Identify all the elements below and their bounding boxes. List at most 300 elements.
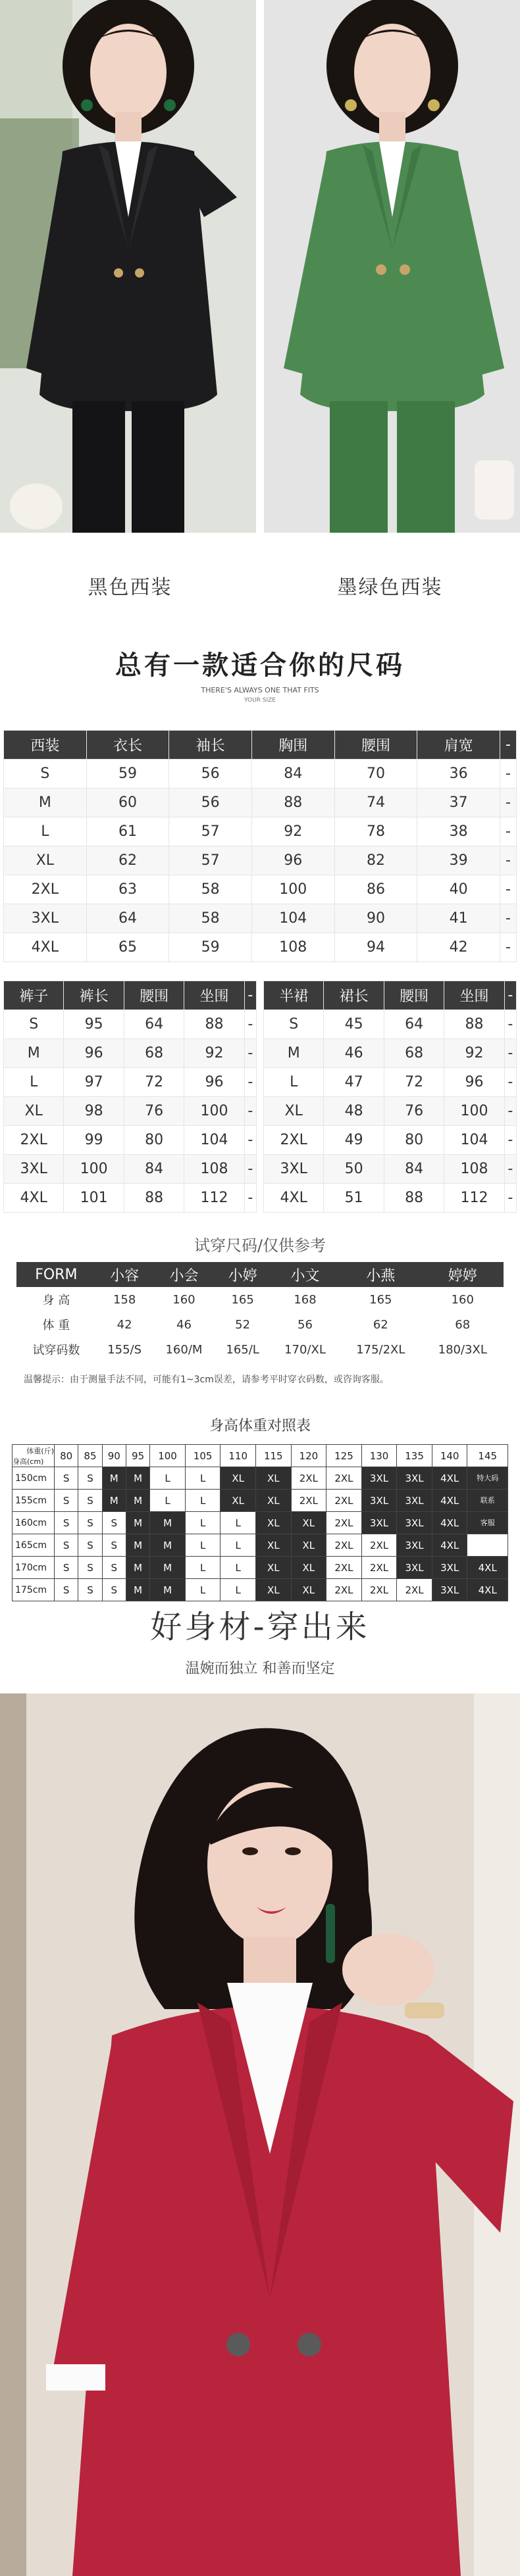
- skirt-size-cell: 84: [384, 1155, 444, 1184]
- hw-size-cell: 4XL: [432, 1512, 467, 1534]
- jacket-size-cell: 88: [251, 789, 334, 817]
- jacket-size-cell: -: [500, 817, 516, 846]
- skirt-size-cell: L: [264, 1068, 324, 1097]
- hw-size-cell: XL: [291, 1512, 326, 1534]
- red-suit-photo: [0, 1693, 520, 2576]
- jacket-size-cell: 92: [251, 817, 334, 846]
- pants-size-cell: S: [4, 1010, 64, 1039]
- pants-size-cell: 112: [184, 1184, 244, 1213]
- skirt-size-cell: 47: [324, 1068, 384, 1097]
- try-on-cell: 165: [369, 1292, 392, 1307]
- hw-height-cell: 165cm: [13, 1534, 55, 1557]
- hw-height-cell: 160cm: [13, 1512, 55, 1534]
- jacket-size-table: [3, 730, 517, 962]
- pants-size-cell: 95: [64, 1010, 124, 1039]
- hw-size-cell: S: [55, 1534, 78, 1557]
- pants-size-cell: 100: [64, 1155, 124, 1184]
- jacket-size-row: [4, 846, 517, 875]
- skirt-size-cell: 50: [324, 1155, 384, 1184]
- skirt-size-header-cell: -: [504, 981, 516, 1010]
- pants-size-header-cell: -: [244, 981, 256, 1010]
- try-on-cell: 175/2XL: [356, 1342, 405, 1357]
- jacket-size-header-cell: 胸围: [251, 731, 334, 760]
- jacket-size-cell: 100: [251, 875, 334, 904]
- hw-size-cell: S: [78, 1512, 102, 1534]
- pants-size-cell: 97: [64, 1068, 124, 1097]
- jacket-size-cell: XL: [4, 846, 87, 875]
- jacket-size-row: [4, 875, 517, 904]
- jacket-size-cell: 96: [251, 846, 334, 875]
- hw-weight-cell: 145: [467, 1445, 508, 1467]
- hw-size-cell: 4XL: [432, 1467, 467, 1490]
- jacket-size-cell: 58: [169, 875, 252, 904]
- try-on-cell: 试穿码数: [32, 1344, 80, 1357]
- hw-size-cell: 2XL: [361, 1579, 397, 1601]
- skirt-size-cell: 72: [384, 1068, 444, 1097]
- green-suit-caption: 墨绿色西装: [337, 576, 443, 599]
- pants-size-cell: -: [244, 1126, 256, 1155]
- try-on-row: [16, 1337, 504, 1362]
- jacket-size-cell: 59: [169, 933, 252, 962]
- pants-size-header-cell: 坐围: [184, 981, 244, 1010]
- pants-size-row: [4, 1126, 257, 1155]
- jacket-size-cell: -: [500, 789, 516, 817]
- skirt-size-row: [264, 1184, 517, 1213]
- size-section: [0, 631, 520, 1596]
- try-on-cell: 62: [373, 1317, 388, 1332]
- hw-weight-cell: 110: [221, 1445, 256, 1467]
- hw-size-cell: M: [102, 1490, 126, 1512]
- hw-size-cell: M: [126, 1467, 149, 1490]
- jacket-size-cell: M: [4, 789, 87, 817]
- hw-size-cell: L: [185, 1579, 221, 1601]
- hw-size-cell: M: [150, 1534, 186, 1557]
- hw-size-cell: 2XL: [326, 1467, 362, 1490]
- try-on-cell: 160: [172, 1292, 195, 1307]
- hw-size-cell: M: [126, 1557, 149, 1579]
- hw-size-cell: 3XL: [397, 1467, 432, 1490]
- skirt-size-cell: 68: [384, 1039, 444, 1068]
- jacket-size-header-cell: 西装: [4, 731, 87, 760]
- hw-size-cell: L: [221, 1512, 256, 1534]
- try-on-cell: 身 高: [42, 1294, 70, 1307]
- pants-size-header-cell: 裤子: [4, 981, 64, 1010]
- try-on-header-cell: 小婷: [215, 1262, 271, 1287]
- pants-size-cell: 84: [124, 1155, 184, 1184]
- hw-size-cell: S: [78, 1490, 102, 1512]
- skirt-size-cell: 96: [444, 1068, 504, 1097]
- skirt-size-row: [264, 1068, 517, 1097]
- hw-size-cell: M: [150, 1512, 186, 1534]
- hw-size-cell: 2XL: [291, 1467, 326, 1490]
- hw-size-cell: L: [221, 1579, 256, 1601]
- hw-size-cell: 4XL: [467, 1557, 508, 1579]
- hw-size-cell: M: [126, 1512, 149, 1534]
- skirt-size-cell: 88: [384, 1184, 444, 1213]
- hw-size-cell: S: [102, 1579, 126, 1601]
- skirt-size-cell: -: [504, 1097, 516, 1126]
- hw-size-cell: XL: [255, 1512, 291, 1534]
- pants-size-row: [4, 1097, 257, 1126]
- pants-size-cell: L: [4, 1068, 64, 1097]
- jacket-size-cell: 38: [417, 817, 500, 846]
- jacket-size-cell: 94: [334, 933, 417, 962]
- hw-size-cell: S: [55, 1467, 78, 1490]
- hw-size-cell: S: [55, 1490, 78, 1512]
- hw-size-cell: M: [150, 1557, 186, 1579]
- slogan-subtitle: 温婉而独立 和善而坚定: [185, 1661, 335, 1677]
- try-on-cell: 170/XL: [284, 1342, 326, 1357]
- pants-size-row: [4, 1184, 257, 1213]
- try-on-title: 试穿尺码/仅供参考: [194, 1236, 326, 1255]
- jacket-size-cell: 37: [417, 789, 500, 817]
- size-subtitle-1: THERE'S ALWAYS ONE THAT FITS: [201, 686, 319, 694]
- jacket-size-cell: 3XL: [4, 904, 87, 933]
- skirt-size-header-cell: 坐围: [444, 981, 504, 1010]
- hw-corner-bottom: 身高(cm): [13, 1457, 44, 1466]
- jacket-size-cell: 58: [169, 904, 252, 933]
- skirt-size-cell: 92: [444, 1039, 504, 1068]
- hw-size-cell: 3XL: [397, 1557, 432, 1579]
- pants-size-cell: -: [244, 1010, 256, 1039]
- hw-size-cell: 4XL: [467, 1579, 508, 1601]
- jacket-size-cell: 36: [417, 760, 500, 789]
- jacket-size-cell: 39: [417, 846, 500, 875]
- skirt-size-row: [264, 1155, 517, 1184]
- hw-size-cell: M: [126, 1579, 149, 1601]
- jacket-size-cell: 2XL: [4, 875, 87, 904]
- skirt-size-cell: -: [504, 1039, 516, 1068]
- jacket-size-cell: S: [4, 760, 87, 789]
- skirt-size-header-cell: 半裙: [264, 981, 324, 1010]
- hw-size-cell: 3XL: [397, 1534, 432, 1557]
- hw-size-cell: S: [55, 1512, 78, 1534]
- pants-size-cell: 88: [124, 1184, 184, 1213]
- skirt-size-cell: M: [264, 1039, 324, 1068]
- hw-height-cell: 150cm: [13, 1467, 55, 1490]
- try-on-header-cell: 婷婷: [422, 1262, 504, 1287]
- top-photos-section: [0, 0, 520, 631]
- pants-size-cell: 4XL: [4, 1184, 64, 1213]
- skirt-size-cell: 3XL: [264, 1155, 324, 1184]
- hw-size-cell: S: [78, 1579, 102, 1601]
- jacket-size-cell: 56: [169, 789, 252, 817]
- try-on-cell: 42: [117, 1317, 132, 1332]
- skirt-size-cell: 51: [324, 1184, 384, 1213]
- try-on-header-cell: 小会: [153, 1262, 215, 1287]
- hw-size-cell: 3XL: [361, 1512, 397, 1534]
- jacket-size-header-cell: 袖长: [169, 731, 252, 760]
- hw-size-cell: XL: [291, 1534, 326, 1557]
- try-on-cell: 160: [451, 1292, 474, 1307]
- jacket-size-cell: 78: [334, 817, 417, 846]
- pants-size-cell: -: [244, 1097, 256, 1126]
- hw-size-cell: L: [185, 1467, 221, 1490]
- jacket-size-row: [4, 933, 517, 962]
- hw-weight-cell: 135: [397, 1445, 432, 1467]
- pants-size-cell: -: [244, 1068, 256, 1097]
- try-on-cell: 158: [113, 1292, 136, 1307]
- photo-row: [0, 0, 520, 539]
- try-on-cell: 168: [294, 1292, 317, 1307]
- pants-size-cell: 101: [64, 1184, 124, 1213]
- hw-size-cell: XL: [255, 1490, 291, 1512]
- jacket-size-header-cell: 腰围: [334, 731, 417, 760]
- hw-size-cell: L: [185, 1490, 221, 1512]
- hw-size-cell: 4XL: [432, 1490, 467, 1512]
- jacket-size-cell: 86: [334, 875, 417, 904]
- try-on-cell: 165/L: [226, 1342, 259, 1357]
- try-on-row: [16, 1312, 504, 1337]
- jacket-size-cell: 74: [334, 789, 417, 817]
- pants-size-cell: 88: [184, 1010, 244, 1039]
- skirt-size-row: [264, 1097, 517, 1126]
- jacket-size-cell: 61: [86, 817, 169, 846]
- hw-row: [13, 1534, 508, 1557]
- skirt-size-cell: -: [504, 1126, 516, 1155]
- try-on-cell: 46: [176, 1317, 192, 1332]
- hw-header-row: [13, 1445, 508, 1467]
- pants-size-cell: 64: [124, 1010, 184, 1039]
- try-on-cell: 52: [235, 1317, 251, 1332]
- jacket-size-row: [4, 817, 517, 846]
- hw-size-cell: S: [55, 1557, 78, 1579]
- try-on-cell: 180/3XL: [438, 1342, 487, 1357]
- hw-size-cell: 联系: [467, 1490, 508, 1512]
- hw-size-cell: 特大码: [467, 1467, 508, 1490]
- jacket-size-cell: -: [500, 904, 516, 933]
- jacket-size-cell: -: [500, 875, 516, 904]
- skirt-size-cell: 4XL: [264, 1184, 324, 1213]
- skirt-size-cell: 88: [444, 1010, 504, 1039]
- skirt-size-cell: -: [504, 1184, 516, 1213]
- pants-size-cell: 92: [184, 1039, 244, 1068]
- skirt-size-cell: -: [504, 1068, 516, 1097]
- pants-size-row: [4, 1155, 257, 1184]
- jacket-size-cell: 59: [86, 760, 169, 789]
- jacket-size-cell: 90: [334, 904, 417, 933]
- skirt-size-cell: 45: [324, 1010, 384, 1039]
- pants-size-row: [4, 1010, 257, 1039]
- pants-size-cell: 96: [64, 1039, 124, 1068]
- jacket-size-row: [4, 789, 517, 817]
- jacket-size-header-cell: 衣长: [86, 731, 169, 760]
- jacket-size-cell: 84: [251, 760, 334, 789]
- hw-size-cell: L: [221, 1534, 256, 1557]
- pants-size-cell: 108: [184, 1155, 244, 1184]
- skirt-size-table: [263, 981, 517, 1213]
- hw-size-cell: 2XL: [326, 1512, 362, 1534]
- hw-weight-cell: 100: [150, 1445, 186, 1467]
- hw-size-cell: S: [78, 1557, 102, 1579]
- try-on-cell: 56: [298, 1317, 313, 1332]
- try-on-row: [16, 1287, 504, 1312]
- hw-size-cell: L: [150, 1467, 186, 1490]
- hw-size-cell: 2XL: [361, 1534, 397, 1557]
- hw-weight-cell: 90: [102, 1445, 126, 1467]
- hw-height-cell: 175cm: [13, 1579, 55, 1601]
- hw-size-cell: XL: [221, 1490, 256, 1512]
- hw-weight-cell: 125: [326, 1445, 362, 1467]
- hw-size-cell: L: [150, 1490, 186, 1512]
- hw-size-cell: 客服: [467, 1512, 508, 1534]
- green-suit-photo: [264, 0, 520, 533]
- hw-weight-cell: 80: [55, 1445, 78, 1467]
- jacket-size-cell: 70: [334, 760, 417, 789]
- jacket-size-cell: 4XL: [4, 933, 87, 962]
- photo-captions: [0, 539, 520, 631]
- pants-size-row: [4, 1068, 257, 1097]
- jacket-size-cell: 56: [169, 760, 252, 789]
- skirt-size-cell: 2XL: [264, 1126, 324, 1155]
- skirt-size-cell: 64: [384, 1010, 444, 1039]
- jacket-size-cell: 41: [417, 904, 500, 933]
- pants-size-cell: 68: [124, 1039, 184, 1068]
- skirt-size-cell: XL: [264, 1097, 324, 1126]
- jacket-size-cell: L: [4, 817, 87, 846]
- try-on-cell: 165: [231, 1292, 254, 1307]
- pants-size-cell: -: [244, 1184, 256, 1213]
- try-on-cell: 体 重: [42, 1319, 70, 1332]
- hw-size-cell: XL: [255, 1534, 291, 1557]
- hw-size-cell: M: [126, 1534, 149, 1557]
- hw-size-cell: 3XL: [361, 1467, 397, 1490]
- hw-height-cell: 170cm: [13, 1557, 55, 1579]
- pants-size-header-cell: 腰围: [124, 981, 184, 1010]
- hw-height-cell: 155cm: [13, 1490, 55, 1512]
- try-on-cell: 155/S: [107, 1342, 142, 1357]
- try-on-header-cell: FORM: [16, 1262, 96, 1287]
- jacket-size-cell: 82: [334, 846, 417, 875]
- skirt-size-cell: 76: [384, 1097, 444, 1126]
- hw-size-cell: 3XL: [432, 1579, 467, 1601]
- hw-size-cell: 2XL: [326, 1579, 362, 1601]
- pants-size-cell: 104: [184, 1126, 244, 1155]
- hw-size-cell: 2XL: [326, 1490, 362, 1512]
- hw-row: [13, 1490, 508, 1512]
- jacket-size-cell: 40: [417, 875, 500, 904]
- hw-size-cell: 2XL: [326, 1557, 362, 1579]
- pants-size-cell: 80: [124, 1126, 184, 1155]
- jacket-size-cell: -: [500, 933, 516, 962]
- slogan-block: [0, 1568, 520, 1678]
- hw-size-cell: L: [185, 1557, 221, 1579]
- hw-size-cell: 2XL: [291, 1490, 326, 1512]
- hw-weight-cell: 85: [78, 1445, 102, 1467]
- pants-size-cell: 98: [64, 1097, 124, 1126]
- hw-size-cell: 2XL: [326, 1534, 362, 1557]
- hw-size-cell: 3XL: [397, 1512, 432, 1534]
- jacket-size-cell: 65: [86, 933, 169, 962]
- pants-size-cell: -: [244, 1155, 256, 1184]
- hw-row: [13, 1512, 508, 1534]
- measurement-note: 温馨提示：由于测量手法不同，可能有1~3cm误差，请参考平时穿衣码数，或咨询客服。: [24, 1374, 389, 1385]
- pants-size-cell: XL: [4, 1097, 64, 1126]
- jacket-size-cell: 63: [86, 875, 169, 904]
- pants-size-cell: M: [4, 1039, 64, 1068]
- hw-row: [13, 1467, 508, 1490]
- pants-size-header-cell: 裤长: [64, 981, 124, 1010]
- hw-weight-cell: 130: [361, 1445, 397, 1467]
- skirt-size-cell: -: [504, 1010, 516, 1039]
- try-on-header-cell: 小燕: [340, 1262, 421, 1287]
- jacket-size-cell: 60: [86, 789, 169, 817]
- skirt-size-row: [264, 1010, 517, 1039]
- hw-weight-cell: 115: [255, 1445, 291, 1467]
- jacket-size-cell: 42: [417, 933, 500, 962]
- hw-size-cell: 3XL: [361, 1490, 397, 1512]
- try-on-cell: 160/M: [165, 1342, 203, 1357]
- size-subtitle-2: YOUR SIZE: [244, 697, 276, 704]
- hw-size-cell: 3XL: [432, 1557, 467, 1579]
- skirt-size-cell: 49: [324, 1126, 384, 1155]
- jacket-size-cell: 108: [251, 933, 334, 962]
- hw-size-cell: S: [78, 1534, 102, 1557]
- hw-size-cell: S: [55, 1579, 78, 1601]
- hw-size-cell: S: [102, 1512, 126, 1534]
- hw-size-cell: 2XL: [397, 1579, 432, 1601]
- jacket-size-cell: -: [500, 846, 516, 875]
- try-on-table: [16, 1262, 504, 1362]
- hw-size-cell: 3XL: [397, 1490, 432, 1512]
- skirt-size-cell: 46: [324, 1039, 384, 1068]
- hw-size-cell: XL: [255, 1579, 291, 1601]
- skirt-size-cell: S: [264, 1010, 324, 1039]
- pants-size-cell: 72: [124, 1068, 184, 1097]
- hw-size-cell: XL: [291, 1579, 326, 1601]
- skirt-size-row: [264, 1039, 517, 1068]
- black-suit-photo: [0, 0, 256, 533]
- jacket-size-cell: -: [500, 760, 516, 789]
- height-weight-title: 身高体重对照表: [209, 1418, 311, 1434]
- jacket-size-cell: 57: [169, 846, 252, 875]
- hw-corner-cell: [13, 1445, 55, 1467]
- skirt-size-header-cell: 裙长: [324, 981, 384, 1010]
- pants-size-cell: -: [244, 1039, 256, 1068]
- hw-size-cell: M: [126, 1490, 149, 1512]
- skirt-size-header-cell: 腰围: [384, 981, 444, 1010]
- jacket-size-header-cell: 肩宽: [417, 731, 500, 760]
- hw-size-cell: XL: [255, 1467, 291, 1490]
- size-title: 总有一款适合你的尺码: [115, 650, 405, 681]
- hw-size-cell: L: [221, 1557, 256, 1579]
- hw-size-cell: 2XL: [361, 1557, 397, 1579]
- skirt-size-row: [264, 1126, 517, 1155]
- jacket-size-header-cell: -: [500, 731, 516, 760]
- pants-size-cell: 100: [184, 1097, 244, 1126]
- hw-weight-cell: 95: [126, 1445, 149, 1467]
- hw-size-cell: S: [102, 1557, 126, 1579]
- skirt-size-cell: 100: [444, 1097, 504, 1126]
- jacket-size-row: [4, 904, 517, 933]
- hw-corner-top: 体重(斤): [26, 1446, 54, 1455]
- pants-size-row: [4, 1039, 257, 1068]
- skirt-size-cell: 104: [444, 1126, 504, 1155]
- hw-weight-cell: 120: [291, 1445, 326, 1467]
- hw-size-cell: M: [150, 1579, 186, 1601]
- skirt-size-cell: 48: [324, 1097, 384, 1126]
- skirt-size-cell: 112: [444, 1184, 504, 1213]
- hw-size-cell: M: [102, 1467, 126, 1490]
- skirt-size-cell: -: [504, 1155, 516, 1184]
- try-on-cell: 68: [455, 1317, 471, 1332]
- pants-size-cell: 76: [124, 1097, 184, 1126]
- hw-weight-cell: 140: [432, 1445, 467, 1467]
- jacket-size-cell: 64: [86, 904, 169, 933]
- jacket-size-cell: 62: [86, 846, 169, 875]
- hw-size-cell: S: [102, 1534, 126, 1557]
- pants-size-cell: 96: [184, 1068, 244, 1097]
